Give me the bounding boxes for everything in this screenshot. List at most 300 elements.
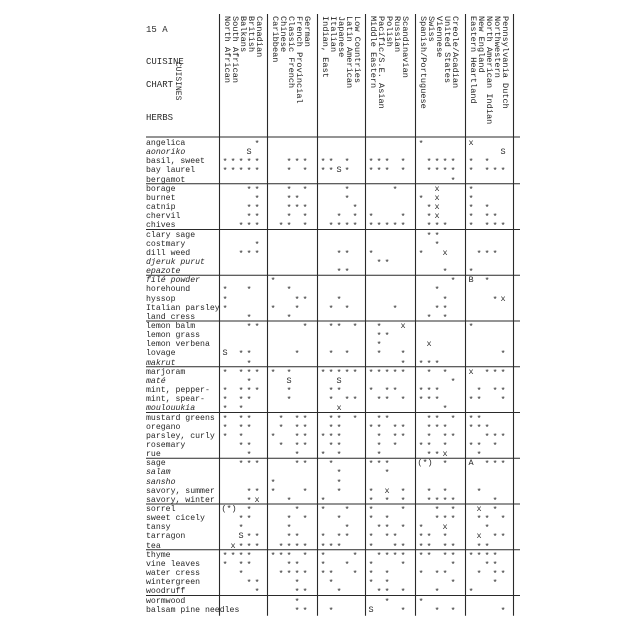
chart-mark: x <box>434 211 440 222</box>
chart-mark: * <box>476 440 482 451</box>
chart-mark: * <box>418 550 424 561</box>
chart-mark: * <box>246 395 252 406</box>
chart-mark: * <box>468 422 474 433</box>
chart-mark: * <box>302 212 308 223</box>
chart-mark: * <box>328 395 334 406</box>
chart-mark: * <box>328 322 334 332</box>
chart-mark: * <box>476 450 482 461</box>
chart-mark: * <box>294 422 300 433</box>
chart-mark: * <box>434 358 440 369</box>
chart-mark: * <box>450 605 456 616</box>
chart-mark: * <box>246 550 252 561</box>
chart-mark: * <box>222 550 228 561</box>
cuisine-header: Viennese <box>434 16 444 58</box>
chart-mark: * <box>442 532 448 543</box>
chart-mark: * <box>492 166 498 177</box>
chart-mark: * <box>336 386 342 397</box>
chart-mark: * <box>376 431 382 442</box>
chart-mark: * <box>418 569 424 580</box>
chart-mark: * <box>294 431 300 442</box>
chart-mark: * <box>336 422 342 433</box>
chart-mark: * <box>246 322 252 332</box>
herb-row-label: sage <box>146 459 166 469</box>
chart-mark: * <box>294 303 300 314</box>
chart-mark: * <box>254 386 260 397</box>
chart-mark: * <box>468 322 474 332</box>
chart-mark: x <box>400 321 406 331</box>
chart-mark: * <box>222 285 228 296</box>
chart-mark: * <box>418 532 424 543</box>
chart-mark: * <box>384 413 390 424</box>
chart-mark: * <box>376 349 382 360</box>
chart-mark: * <box>426 221 432 232</box>
chart-mark: * <box>484 367 490 378</box>
chart-mark: * <box>246 559 252 570</box>
chart-mark: * <box>238 413 244 424</box>
herb-row-label: maté <box>146 376 166 386</box>
cuisine-header: Canadian <box>254 16 264 58</box>
cuisine-header: North American Indian <box>484 16 494 125</box>
chart-mark: * <box>392 422 398 433</box>
chart-mark: x <box>336 403 342 414</box>
chart-mark: * <box>254 587 260 598</box>
chart-mark: * <box>286 367 292 378</box>
chart-mark: S <box>368 604 374 615</box>
chart-mark: * <box>400 486 406 497</box>
chart-mark: * <box>484 431 490 442</box>
chart-mark: * <box>484 541 490 552</box>
chart-mark: * <box>384 157 390 168</box>
chart-mark: * <box>426 450 432 461</box>
cuisine-header: North African <box>222 16 232 84</box>
herb-row-label: oregano <box>146 422 181 432</box>
herb-row-label: costmary <box>146 239 186 249</box>
chart-mark: * <box>294 605 300 616</box>
chart-mark: * <box>368 367 374 378</box>
chart-mark: * <box>286 559 292 570</box>
chart-mark: * <box>492 294 498 305</box>
chart-mark: * <box>400 559 406 570</box>
chart-mark: * <box>302 440 308 451</box>
chart-mark: * <box>434 605 440 616</box>
chart-mark: * <box>468 587 474 598</box>
chart-mark: * <box>418 386 424 397</box>
chart-mark: * <box>468 395 474 406</box>
chart-mark: * <box>426 440 432 451</box>
chart-mark: * <box>426 413 432 424</box>
cuisine-header: French Provincial <box>294 16 304 104</box>
chart-mark: * <box>238 395 244 406</box>
chart-mark: x <box>476 531 482 542</box>
chart-mark: * <box>320 505 326 515</box>
chart-mark: * <box>302 431 308 442</box>
chart-mark: * <box>246 166 252 177</box>
chart-mark: x <box>442 522 448 533</box>
chart-mark: * <box>222 404 228 415</box>
chart-mark: * <box>336 587 342 598</box>
chart-mark: * <box>376 221 382 232</box>
cuisine-header: German <box>302 16 312 47</box>
chart-mark: * <box>238 559 244 570</box>
herb-row-label: dill weed <box>146 248 191 258</box>
chart-mark: * <box>286 221 292 232</box>
chart-mark: * <box>278 422 284 433</box>
chart-mark: * <box>336 468 342 479</box>
chart-mark: * <box>426 157 432 168</box>
chart-mark: * <box>492 459 498 470</box>
chart-mark: * <box>368 578 374 589</box>
chart-mark: * <box>484 422 490 433</box>
chart-mark: * <box>294 559 300 570</box>
chart-mark: * <box>270 431 276 442</box>
chart-mark: * <box>500 166 506 177</box>
cuisine-header: British <box>246 16 256 53</box>
chart-mark: * <box>426 495 432 506</box>
herb-row-label: tea <box>146 541 161 551</box>
herb-row-label: chervil <box>146 212 181 222</box>
chart-mark: * <box>492 495 498 506</box>
chart-mark: * <box>286 166 292 177</box>
chart-mark: * <box>246 495 252 506</box>
chart-mark: S <box>238 531 244 542</box>
chart-mark: * <box>254 367 260 378</box>
chart-mark: * <box>238 248 244 259</box>
chart-mark: * <box>376 422 382 433</box>
chart-mark: * <box>246 514 252 525</box>
chart-mark: * <box>400 358 406 369</box>
chart-mark: * <box>286 193 292 204</box>
chart-mark: * <box>302 322 308 332</box>
chart-mark: * <box>392 541 398 552</box>
chart-mark: * <box>320 495 326 506</box>
chart-mark: * <box>392 440 398 451</box>
chart-mark: * <box>450 276 456 287</box>
chart-mark: * <box>400 166 406 177</box>
chart-mark: (*) <box>417 458 433 469</box>
chart-mark: A <box>468 458 474 469</box>
herb-row-label: water cress <box>146 569 201 579</box>
chart-mark: * <box>384 587 390 598</box>
herb-row-label: vine leaves <box>146 559 201 569</box>
chart-mark: * <box>222 395 228 406</box>
chart-mark: * <box>384 395 390 406</box>
chart-mark: * <box>336 212 342 223</box>
chart-mark: * <box>238 157 244 168</box>
chart-mark: * <box>484 276 490 287</box>
chart-mark: * <box>246 505 252 515</box>
chart-mark: * <box>294 349 300 360</box>
chart-mark: * <box>476 514 482 525</box>
chart-mark: * <box>442 514 448 525</box>
chart-mark: * <box>238 569 244 580</box>
chart-mark: x <box>442 247 448 258</box>
chart-mark: S <box>222 348 228 359</box>
chart-mark: * <box>344 166 350 177</box>
chart-mark: * <box>328 431 334 442</box>
chart-mark: * <box>368 221 374 232</box>
chart-mark: * <box>222 431 228 442</box>
cuisine-header: Eastern Heartland <box>468 16 478 104</box>
chart-mark: * <box>302 184 308 195</box>
chart-mark: * <box>450 157 456 168</box>
chart-mark: * <box>384 523 390 534</box>
chart-mark: * <box>384 367 390 378</box>
chart-mark: * <box>222 386 228 397</box>
chart-mark: * <box>392 431 398 442</box>
chart-mark: * <box>254 239 260 250</box>
chart-mark: * <box>450 550 456 561</box>
chart-mark: * <box>450 505 456 515</box>
chart-mark: * <box>418 248 424 259</box>
cuisine-header: Japanese <box>336 16 346 58</box>
herb-row-label: lemon grass <box>146 331 201 341</box>
chart-mark: * <box>400 587 406 598</box>
chart-mark: * <box>468 166 474 177</box>
chart-mark: * <box>484 212 490 223</box>
chart-mark: * <box>368 157 374 168</box>
chart-mark: * <box>368 541 374 552</box>
chart-mark: * <box>246 422 252 433</box>
chart-mark: * <box>376 166 382 177</box>
chart-mark: * <box>484 203 490 214</box>
chart-mark: * <box>278 440 284 451</box>
chart-mark: * <box>254 193 260 204</box>
chart-mark: * <box>492 431 498 442</box>
chart-mark: * <box>278 221 284 232</box>
chart-mark: * <box>500 386 506 397</box>
chart-mark: * <box>278 541 284 552</box>
chart-mark: * <box>238 404 244 415</box>
chart-mark: * <box>384 578 390 589</box>
chart-mark: * <box>376 413 382 424</box>
chart-mark: S <box>286 375 292 386</box>
chart-mark: * <box>426 386 432 397</box>
chart-mark: * <box>254 184 260 195</box>
chart-mark: * <box>450 431 456 442</box>
herb-row-label: borage <box>146 184 176 194</box>
chart-mark: * <box>254 221 260 232</box>
chart-mark: * <box>320 550 326 561</box>
chart-mark: * <box>286 495 292 506</box>
herb-row-label: lemon verbena <box>146 340 210 350</box>
chart-mark: * <box>294 532 300 543</box>
chart-mark: * <box>238 422 244 433</box>
chart-mark: * <box>294 587 300 598</box>
herb-row-label: lovage <box>146 349 176 359</box>
chart-mark: * <box>286 541 292 552</box>
chart-mark: * <box>302 605 308 616</box>
chart-mark: * <box>368 166 374 177</box>
chart-mark: * <box>294 596 300 607</box>
chart-mark: * <box>246 358 252 369</box>
chart-mark: * <box>468 221 474 232</box>
chart-mark: * <box>320 569 326 580</box>
chart-mark: * <box>450 559 456 570</box>
chart-title-line2: CHART <box>146 80 174 90</box>
chart-mark: * <box>434 386 440 397</box>
chart-mark: * <box>344 349 350 360</box>
chart-mark: * <box>442 440 448 451</box>
chart-mark: * <box>336 477 342 488</box>
chart-mark: * <box>426 550 432 561</box>
chart-mark: * <box>434 450 440 461</box>
chart-mark: * <box>450 166 456 177</box>
chart-mark: * <box>286 532 292 543</box>
chart-mark: * <box>368 569 374 580</box>
cuisine-header: Spanish/Portuguese <box>418 16 428 109</box>
chart-mark: * <box>336 413 342 424</box>
chart-mark: * <box>246 203 252 214</box>
chart-mark: x <box>426 339 432 350</box>
chart-mark: * <box>468 203 474 214</box>
chart-mark: * <box>368 386 374 397</box>
chart-mark: * <box>376 322 382 332</box>
chart-mark: * <box>336 294 342 305</box>
chart-mark: * <box>400 431 406 442</box>
chart-mark: * <box>384 331 390 342</box>
chart-mark: * <box>442 303 448 314</box>
chart-mark: * <box>384 596 390 607</box>
chart-mark: * <box>254 212 260 223</box>
chart-mark: * <box>476 413 482 424</box>
herb-row-label: balsam pine needles <box>146 605 240 615</box>
chart-mark: * <box>442 294 448 305</box>
chart-mark: * <box>302 459 308 470</box>
chart-mark: * <box>302 541 308 552</box>
chart-mark: * <box>384 468 390 479</box>
cuisine-header: South African <box>230 16 240 84</box>
chart-mark: * <box>484 559 490 570</box>
herb-row-label: sweet cicely <box>146 514 205 524</box>
chart-mark: * <box>384 495 390 506</box>
chart-mark: * <box>426 367 432 378</box>
chart-mark: * <box>426 541 432 552</box>
chart-mark: * <box>434 239 440 250</box>
chart-mark: * <box>336 221 342 232</box>
chart-mark: * <box>344 367 350 378</box>
chart-mark: * <box>442 404 448 415</box>
chart-mark: * <box>344 532 350 543</box>
chart-mark: * <box>246 184 252 195</box>
chart-mark: x <box>500 293 506 304</box>
chart-mark: * <box>352 569 358 580</box>
herb-row-label: moulouukia <box>146 404 196 414</box>
chart-mark: * <box>376 450 382 461</box>
chart-mark: * <box>426 312 432 323</box>
chart-mark: * <box>254 486 260 497</box>
chart-mark: * <box>434 285 440 296</box>
chart-mark: * <box>328 605 334 616</box>
chart-mark: * <box>400 349 406 360</box>
chart-mark: * <box>400 505 406 515</box>
chart-mark: * <box>230 550 236 561</box>
chart-mark: * <box>368 459 374 470</box>
herb-row-label: tarragon <box>146 532 186 542</box>
chart-mark: * <box>286 184 292 195</box>
chart-mark: * <box>336 450 342 461</box>
chart-mark: x <box>468 138 474 148</box>
chart-mark: * <box>302 203 308 214</box>
chart-mark: * <box>246 157 252 168</box>
chart-mark: * <box>270 550 276 561</box>
chart-mark: * <box>246 212 252 223</box>
chart-mark: * <box>384 532 390 543</box>
chart-mark: * <box>384 569 390 580</box>
chart-mark: * <box>492 505 498 515</box>
chart-mark: * <box>336 514 342 525</box>
herb-row-label: bay laurel <box>146 166 196 176</box>
herb-row-label: bergamot <box>146 175 186 185</box>
chart-mark: S <box>246 147 252 158</box>
chart-mark: * <box>434 413 440 424</box>
cuisine-header: Indian, East <box>320 16 330 78</box>
chart-mark: * <box>222 294 228 305</box>
chart-mark: * <box>376 331 382 342</box>
herb-row-label: marjoram <box>146 367 186 377</box>
cuisine-header: Russian <box>392 16 402 53</box>
herb-row-label: tansy <box>146 523 171 533</box>
herb-row-label: chives <box>146 221 176 231</box>
chart-mark: * <box>442 459 448 470</box>
chart-mark: * <box>238 541 244 552</box>
chart-mark: * <box>336 248 342 259</box>
chart-mark: * <box>222 413 228 424</box>
chart-mark: * <box>246 376 252 387</box>
chart-mark: * <box>442 486 448 497</box>
chart-mark: * <box>238 523 244 534</box>
chart-mark: * <box>376 257 382 268</box>
chart-mark: * <box>270 477 276 488</box>
chart-mark: * <box>302 569 308 580</box>
chart-mark: * <box>344 395 350 406</box>
chart-mark: * <box>336 486 342 497</box>
chart-mark: * <box>294 157 300 168</box>
chart-mark: * <box>246 312 252 323</box>
herb-row-label: horehound <box>146 285 191 295</box>
chart-mark: * <box>328 303 334 314</box>
chart-mark: * <box>418 440 424 451</box>
chart-mark: * <box>434 569 440 580</box>
chart-mark: * <box>476 541 482 552</box>
chart-mark: * <box>376 395 382 406</box>
chart-mark: x <box>434 202 440 213</box>
chart-mark: * <box>320 367 326 378</box>
chart-mark: * <box>392 303 398 314</box>
chart-mark: * <box>442 267 448 278</box>
herb-row-label: wintergreen <box>146 578 201 588</box>
chart-mark: * <box>286 157 292 168</box>
herb-row-label: thyme <box>146 550 171 560</box>
chart-mark: * <box>238 431 244 442</box>
chart-mark: * <box>254 578 260 589</box>
chart-mark: * <box>400 495 406 506</box>
chart-mark: x <box>434 192 440 203</box>
chart-mark: * <box>468 193 474 204</box>
chart-mark: * <box>320 431 326 442</box>
chart-mark: * <box>400 212 406 223</box>
chart-mark: * <box>450 541 456 552</box>
chart-mark: * <box>222 422 228 433</box>
chart-mark: * <box>392 367 398 378</box>
chart-mark: * <box>492 440 498 451</box>
herb-row-label: parsley, curly <box>146 431 215 441</box>
chart-mark: * <box>400 221 406 232</box>
herb-row-label: salam <box>146 468 171 478</box>
chart-mark: * <box>328 166 334 177</box>
herb-row-label: makrut <box>146 358 176 368</box>
chart-mark: * <box>468 212 474 223</box>
chart-mark: * <box>484 221 490 232</box>
